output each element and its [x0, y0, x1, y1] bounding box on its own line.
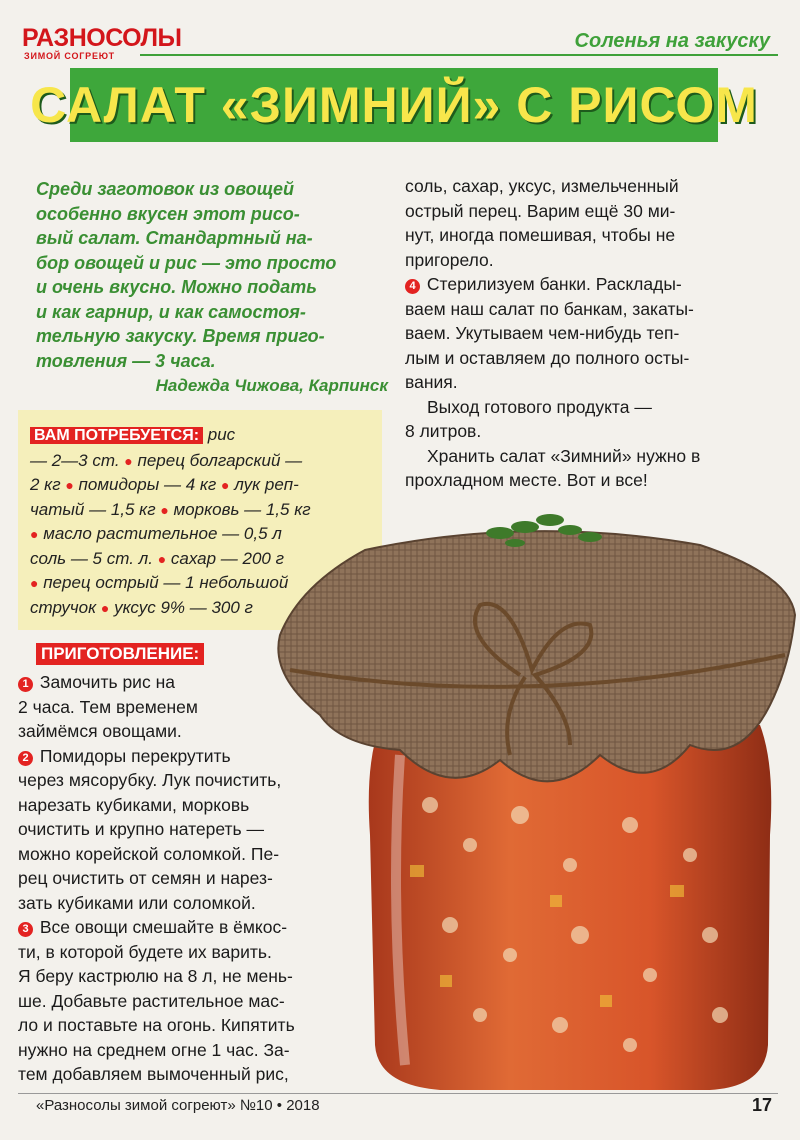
text-line: пригорело.	[405, 249, 494, 270]
step-line: ло и поставьте на огонь. Кипятить	[18, 1015, 295, 1035]
ingredient: — 2—3 ст.	[30, 450, 120, 470]
intro-line: и очень вкусно. Можно подать	[36, 277, 317, 297]
step-line: ти, в которой будете их варить.	[18, 941, 272, 962]
step-line: Помидоры перекрутить	[39, 745, 231, 766]
text-line: соль, сахар, уксус, измельченный	[405, 176, 679, 196]
header-divider	[140, 54, 778, 56]
intro-text	[36, 177, 396, 373]
ingredient: масло растительное — 0,5 л	[43, 524, 282, 543]
step-line: нарезать кубиками, морковь	[18, 794, 250, 815]
intro-line: особенно вкусен этот рисо-	[36, 203, 300, 224]
bullet-icon: ●	[124, 452, 133, 469]
step-number-icon: 2	[18, 751, 33, 766]
ingredient: уксус 9% — 300 г	[114, 597, 253, 617]
yield-line: 8 литров.	[405, 421, 482, 441]
step-line: Я беру кастрюлю на 8 л, не мень-	[18, 966, 293, 986]
ingredient: перец острый — 1 небольшой	[43, 573, 289, 592]
intro-line: товления — 3 часа.	[36, 350, 216, 371]
intro-line: и как гарнир, и как самостоя-	[36, 301, 306, 322]
step-line: Стерилизуем банки. Расклады-	[426, 274, 682, 294]
brand-name: РАЗНОСОЛЫ	[22, 24, 182, 52]
author-credit: Надежда Чижова, Карпинск	[155, 376, 388, 395]
storage-line: Хранить салат «Зимний» нужно в	[427, 445, 701, 466]
preparation-label: ПРИГОТОВЛЕНИЕ:	[36, 643, 204, 665]
step-number-icon: 1	[18, 677, 33, 692]
step-line: через мясорубку. Лук почистить,	[18, 770, 282, 790]
ingredient: морковь — 1,5 кг	[173, 499, 311, 519]
step-line: займёмся овощами.	[18, 721, 182, 741]
bullet-icon: ●	[100, 599, 110, 616]
step-line: ваем наш салат по банкам, закаты-	[405, 298, 694, 319]
title-banner	[30, 68, 758, 142]
step-line: рец очистить от семян и нарез-	[18, 868, 273, 888]
right-column-text	[405, 174, 770, 493]
ingredient: сахар — 200 г	[170, 548, 284, 568]
bullet-icon: ●	[30, 526, 39, 542]
step-line: 2 часа. Тем временем	[18, 696, 198, 717]
footer-text: «Разносолы зимой согреют» №10 • 2018	[36, 1097, 320, 1114]
article-title: САЛАТ «ЗИМНИЙ» С РИСОМ	[30, 77, 758, 133]
step-line: Все овощи смешайте в ёмкос-	[39, 917, 288, 937]
step-line: очистить и крупно натереть —	[18, 819, 265, 839]
bullet-icon: ●	[221, 477, 230, 493]
step-line: ваем. Укутываем чем-нибудь теп-	[405, 323, 680, 343]
text-line: нут, иногда помешивая, чтобы не	[405, 225, 676, 245]
ingredient: лук реп-	[234, 475, 299, 494]
bullet-icon: ●	[157, 550, 167, 567]
step-line: можно корейской соломкой. Пе-	[18, 843, 280, 864]
ingredients-label: ВАМ ПОТРЕБУЕТСЯ:	[30, 427, 203, 444]
step-line: Замочить рис на	[39, 672, 175, 692]
ingredient: 2 кг	[30, 475, 61, 494]
footer-divider	[18, 1093, 778, 1094]
intro-line: тельную закуску. Время приго-	[36, 326, 325, 346]
section-title: Соленья на закуску	[574, 30, 770, 52]
intro-line: вый салат. Стандартный на-	[36, 228, 313, 248]
ingredient: рис	[207, 425, 236, 444]
step-number-icon: 3	[18, 922, 33, 937]
intro-line: Среди заготовок из овощей	[36, 179, 294, 199]
preparation-text	[18, 670, 358, 1087]
text-line: острый перец. Варим ещё 30 ми-	[405, 200, 676, 221]
storage-line: прохладном месте. Вот и все!	[405, 470, 648, 490]
bullet-icon: ●	[30, 575, 39, 591]
ingredient: помидоры — 4 кг	[78, 475, 217, 494]
ingredient: стручок	[30, 597, 97, 617]
step-line: вания.	[405, 372, 458, 392]
bullet-icon: ●	[160, 501, 169, 518]
step-line: зать кубиками или соломкой.	[18, 892, 256, 913]
step-line: ше. Добавьте растительное мас-	[18, 990, 285, 1011]
intro-line: бор овощей и рис — это просто	[36, 252, 337, 273]
ingredient: соль — 5 ст. л.	[30, 548, 153, 568]
yield-line: Выход готового продукта —	[427, 396, 652, 417]
step-line: нужно на среднем огне 1 час. За-	[18, 1039, 290, 1060]
ingredient: перец болгарский —	[137, 450, 303, 470]
ingredient: чатый — 1,5 кг	[30, 499, 156, 519]
step-number-icon: 4	[405, 279, 420, 294]
brand-subtitle: ЗИМОЙ СОГРЕЮТ	[24, 51, 115, 61]
page-number: 17	[751, 1095, 772, 1115]
step-line: тем добавляем вымоченный рис,	[18, 1064, 289, 1084]
step-line: лым и оставляем до полного осты-	[405, 347, 690, 368]
bullet-icon: ●	[65, 477, 74, 493]
